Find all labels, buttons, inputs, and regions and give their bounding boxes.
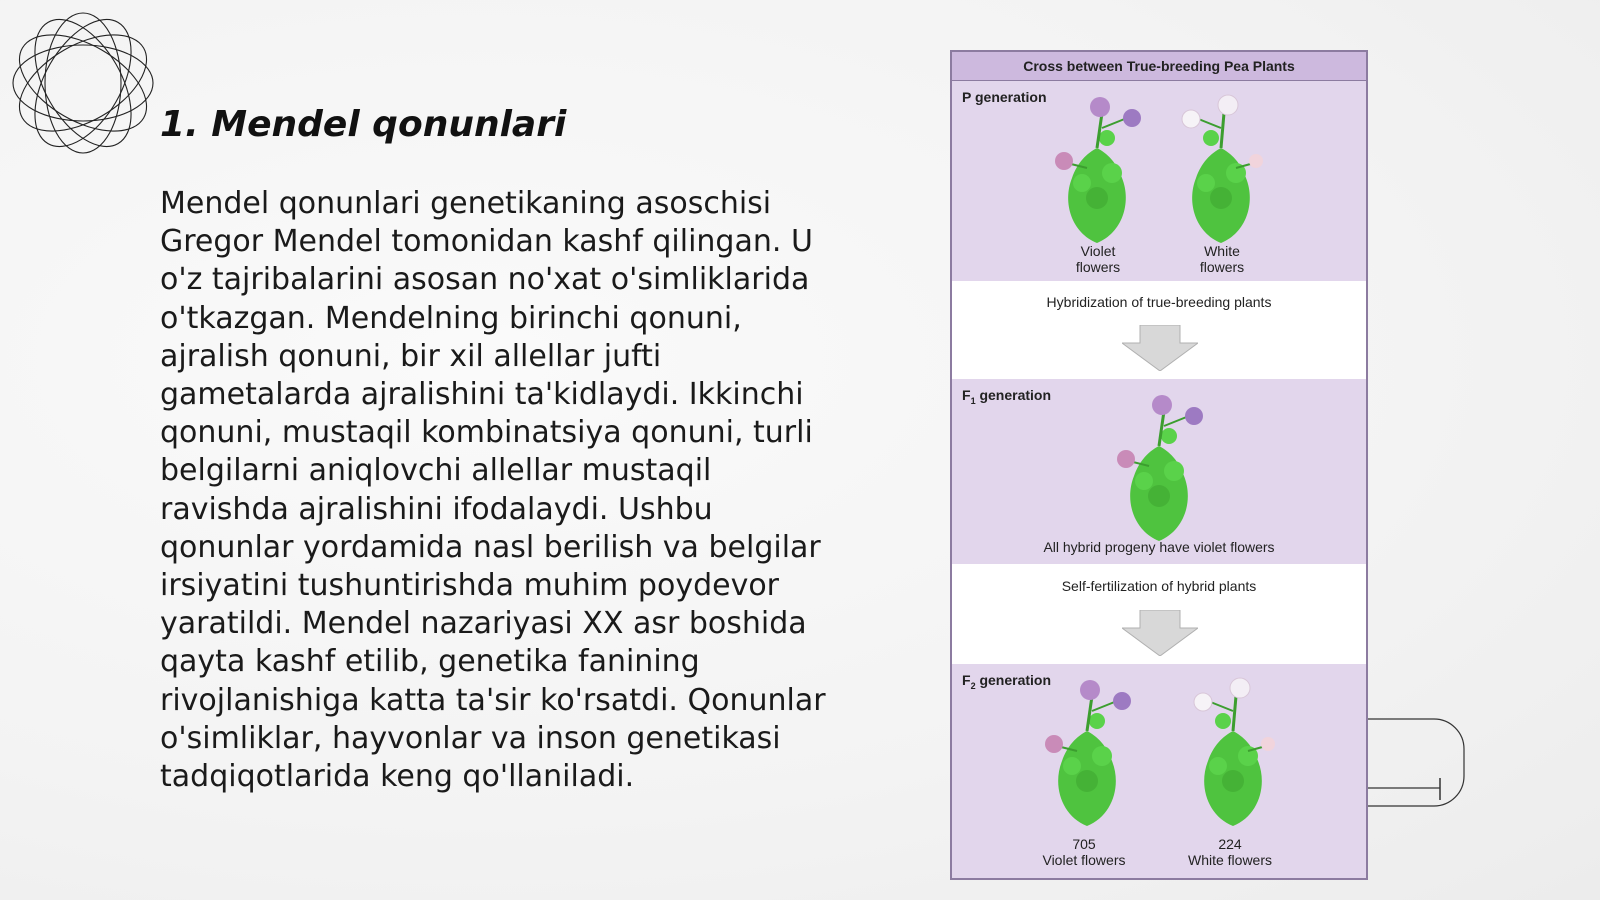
- f2-left-caption: 705 Violet flowers: [1042, 836, 1126, 868]
- f1-generation-label: $F_1$ generation: [962, 387, 1052, 406]
- slide-body-text: Mendel qonunlari genetikaning asoschisi Gregor Mendel tomonidan kashf qilingan. U o'z tajribalarini asosan no'xat o'simliklarida o'tkazgan. Mendelning birinchi qonuni, ajralish qonuni, bir xil allellar jufti gametalarda ajralishini ta'kidlaydi. Ikkinchi qonuni, mustaqil kombinatsiya qonuni, turli belgilarni aniqlovchi allellar mustaqil ravishda ajralishini ifodalaydi. Ushbu qonunlar yordamida nasl berilish va belgilar irsiyatini tushuntirishda muhim poydevor yaratildi. Mendel nazariyasi XX asr boshida qayta kashf etilib, genetika fanining rivojlanishiga katta ta'sir ko'rsatdi. Qonunlar o'simliklar, hayvonlar va inson genetikasi tadqiqotlarida keng qo'llaniladi.: [160, 186, 826, 795]
- hybridization-step-text: Hybridization of true-breeding plants: [1046, 294, 1272, 310]
- down-arrow-icon: [1122, 610, 1198, 656]
- p-generation-band: [952, 81, 1366, 281]
- f2-violet-pea-plant-icon: [1042, 676, 1132, 826]
- white-pea-plant-icon: [1176, 93, 1266, 243]
- slide-title: 1. Mendel qonunlari: [160, 104, 567, 145]
- f2-generation-label: $F_2$ generation: [962, 672, 1052, 691]
- p-right-caption: White flowers: [1199, 243, 1245, 275]
- figure-header: Cross between True-breeding Pea Plants: [952, 52, 1366, 81]
- f2-generation-band: [952, 664, 1366, 878]
- f2-right-caption: 224 White flowers: [1187, 836, 1273, 868]
- corner-bracket-ornament-icon: [1368, 716, 1468, 816]
- p-left-caption: Violet flowers: [1075, 243, 1121, 275]
- f1-caption: All hybrid progeny have violet flowers: [1043, 539, 1275, 555]
- self-fertilization-step-text: Self-fertilization of hybrid plants: [1061, 578, 1257, 594]
- violet-pea-plant-icon: [1052, 93, 1142, 243]
- f2-white-pea-plant-icon: [1188, 676, 1278, 826]
- down-arrow-icon: [1122, 325, 1198, 371]
- p-generation-label: P generation: [962, 89, 1047, 105]
- f1-generation-band: [952, 379, 1366, 564]
- pea-cross-figure: [950, 50, 1368, 880]
- spirograph-ornament-icon: [8, 8, 158, 158]
- hybrid-violet-pea-plant-icon: [1114, 391, 1204, 541]
